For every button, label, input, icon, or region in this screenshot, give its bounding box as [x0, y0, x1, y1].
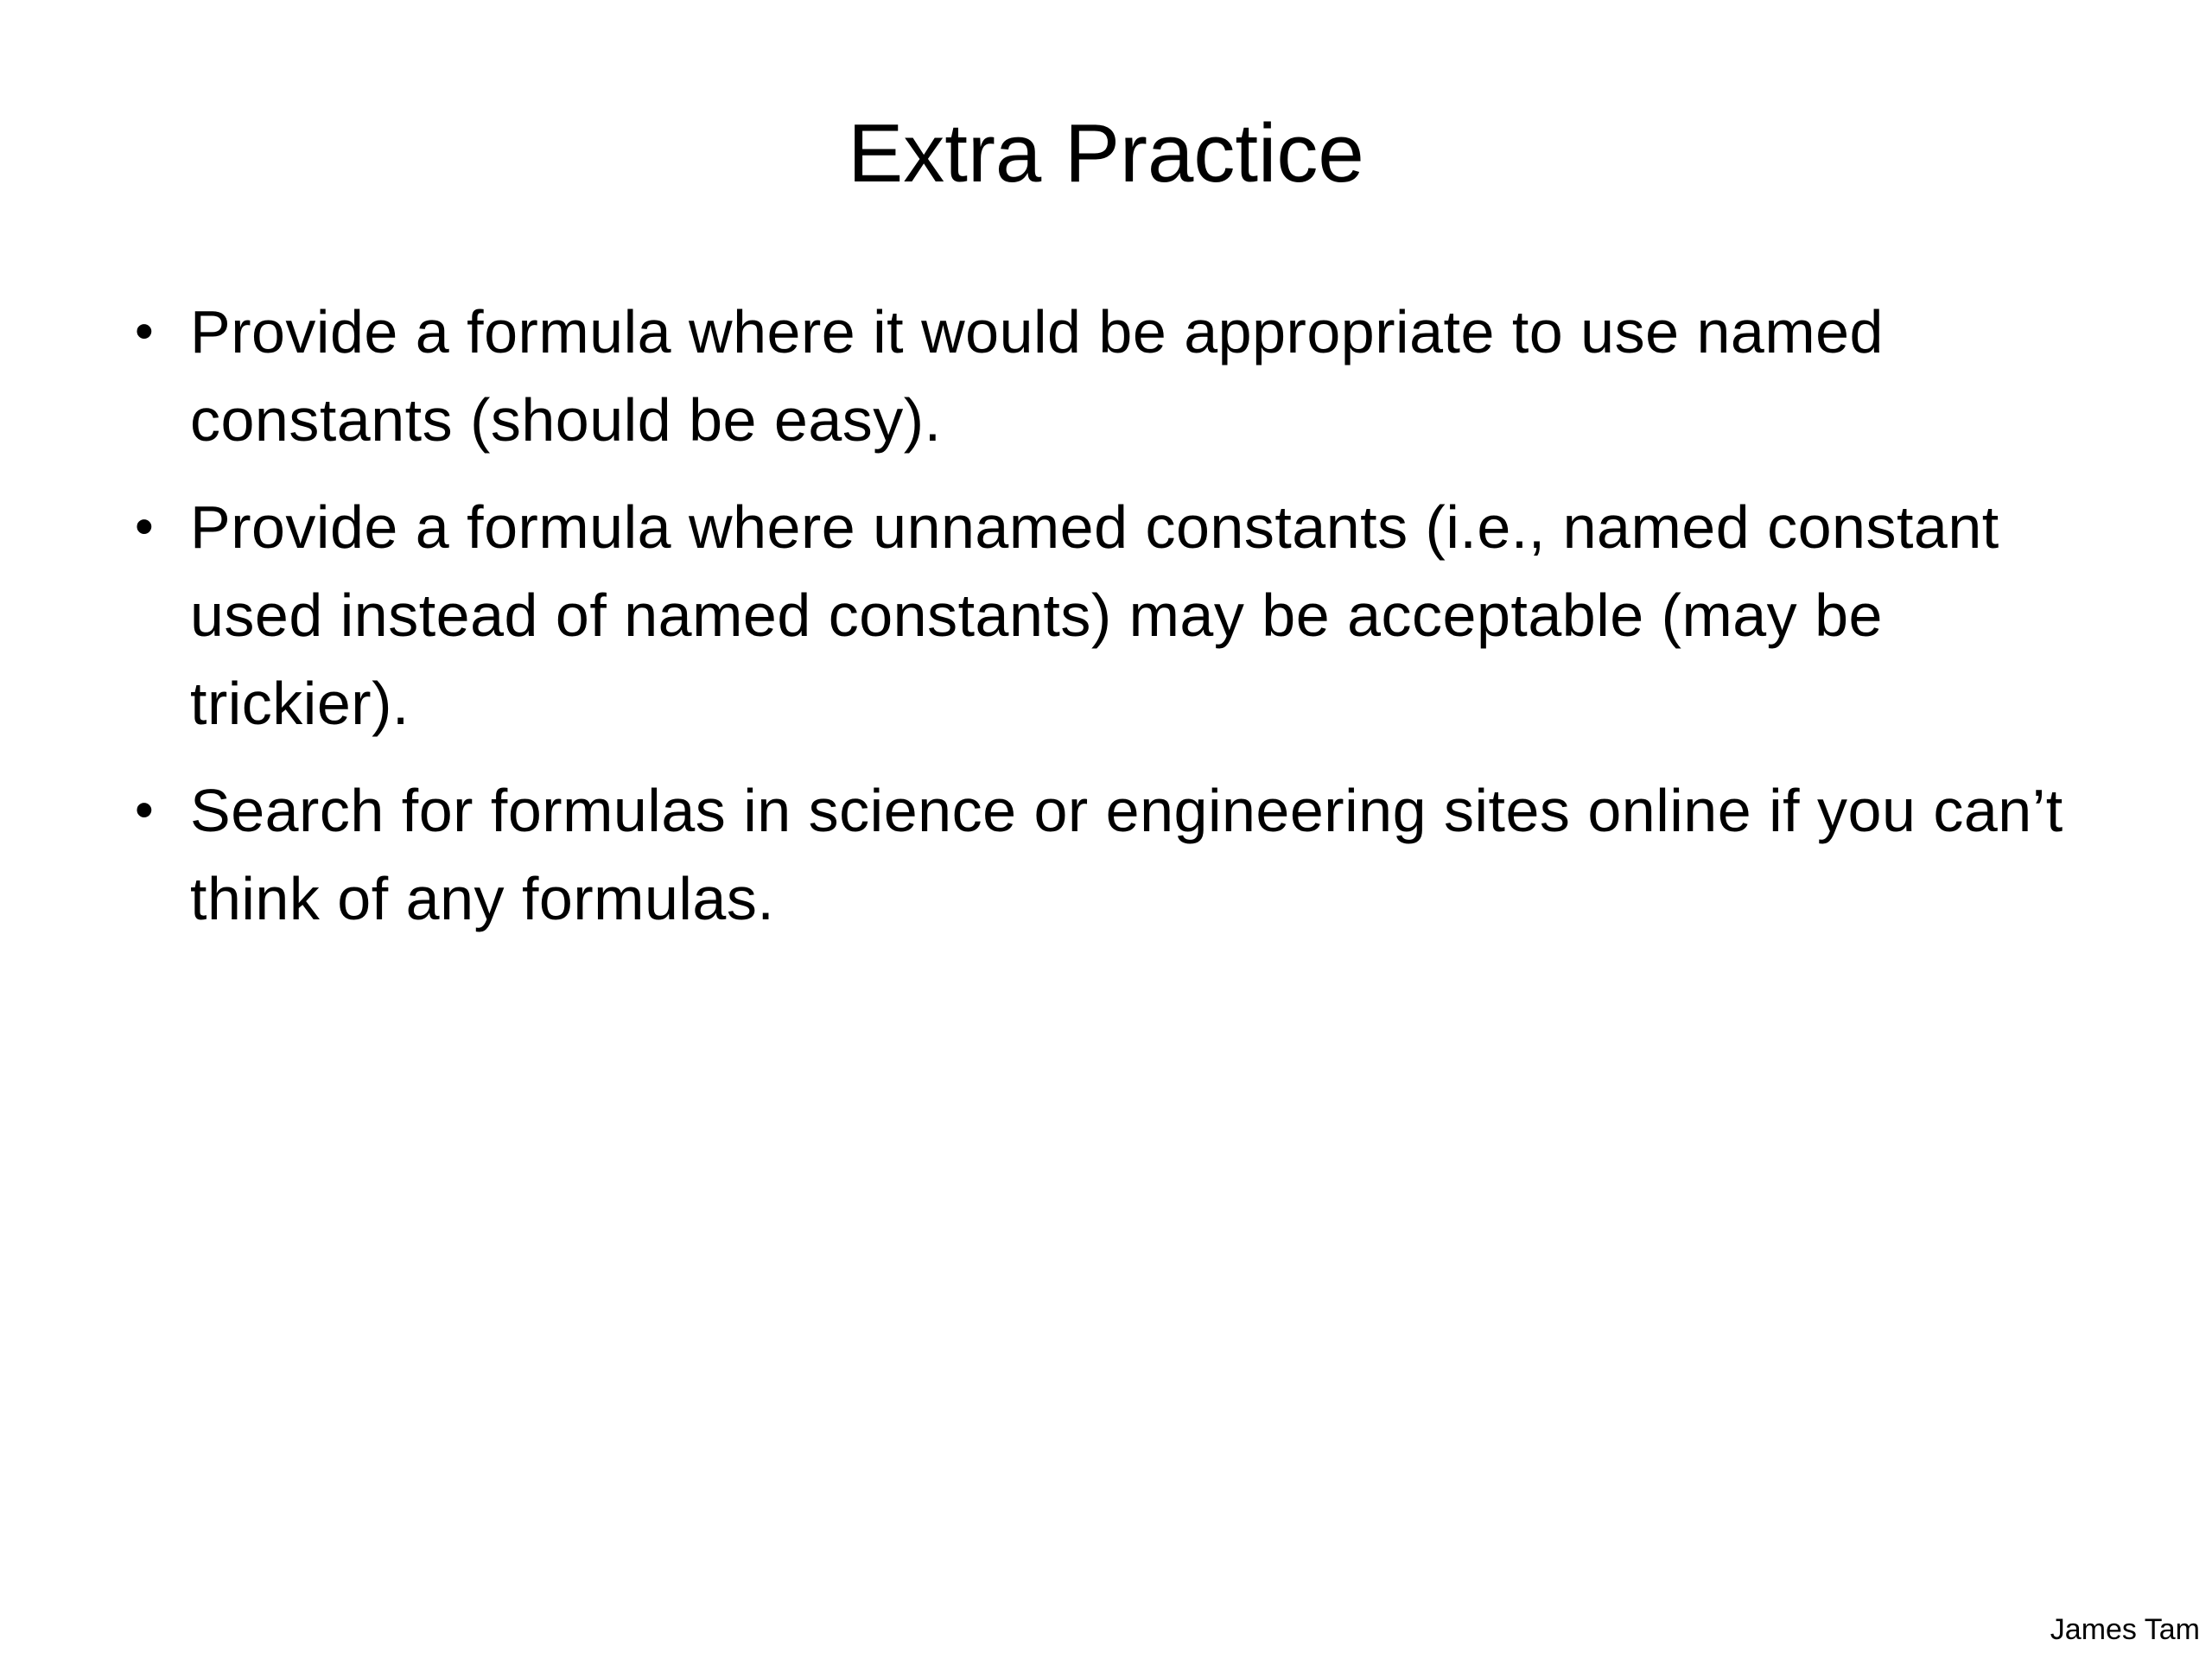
slide-title: Extra Practice	[848, 107, 1364, 200]
bullet-text: Provide a formula where it would be appropriate to use named constants (should be easy).	[190, 298, 1884, 454]
bullet-marker: •	[135, 497, 155, 556]
bullet-text: Provide a formula where unnamed constants (i.e., named constant used instead of named constants) may be acceptable (may be trickier).	[190, 493, 1999, 737]
bullet-item	[128, 288, 2115, 464]
bullet-list	[128, 288, 2115, 962]
bullet-text: Search for formulas in science or engineering sites online if you can’t think of any formulas.	[190, 777, 2063, 932]
footer-author: James Tam	[2050, 1613, 2200, 1646]
bullet-item	[128, 766, 2115, 943]
bullet-marker: •	[135, 780, 155, 840]
bullet-marker: •	[135, 302, 155, 361]
bullet-item	[128, 483, 2115, 747]
